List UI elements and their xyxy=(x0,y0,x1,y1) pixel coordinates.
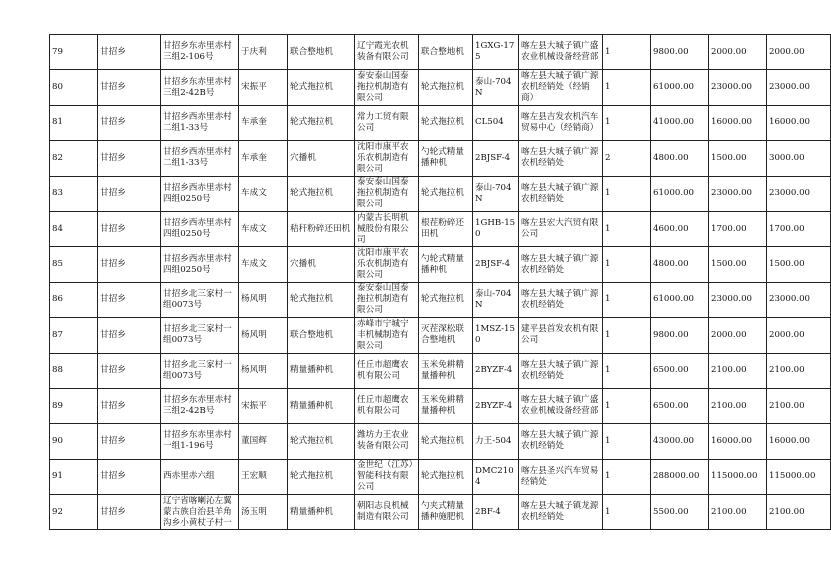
cell-machine-category: 精量播种机 xyxy=(288,388,355,423)
table-row xyxy=(50,495,831,530)
cell-row-number: 81 xyxy=(50,105,98,140)
cell-address: 甘招乡西赤里赤村四组0250号 xyxy=(161,247,239,282)
cell-address: 甘招乡东赤里赤村一组1-196号 xyxy=(161,424,239,459)
cell-township: 甘招乡 xyxy=(98,318,161,353)
cell-total-subsidy: 23000.00 xyxy=(767,176,831,211)
cell-row-number: 88 xyxy=(50,353,98,388)
cell-township: 甘招乡 xyxy=(98,424,161,459)
table-row xyxy=(50,211,831,246)
cell-unit-subsidy: 2100.00 xyxy=(709,495,767,530)
cell-manufacturer: 任丘市超鹰农机有限公司 xyxy=(355,388,419,423)
cell-buyer-name: 王宏顺 xyxy=(239,459,288,494)
cell-machine-category: 轮式拖拉机 xyxy=(288,459,355,494)
cell-machine-category: 轮式拖拉机 xyxy=(288,424,355,459)
cell-total-subsidy: 3000.00 xyxy=(767,141,831,176)
cell-row-number: 92 xyxy=(50,495,98,530)
cell-buyer-name: 宋振平 xyxy=(239,388,288,423)
cell-quantity: 1 xyxy=(603,211,651,246)
cell-quantity: 1 xyxy=(603,176,651,211)
cell-row-number: 87 xyxy=(50,318,98,353)
cell-manufacturer: 潍坊力王农业装备有限公司 xyxy=(355,424,419,459)
cell-quantity: 1 xyxy=(603,388,651,423)
cell-township: 甘招乡 xyxy=(98,282,161,317)
cell-unit-subsidy: 23000.00 xyxy=(709,70,767,105)
cell-manufacturer: 辽宁霞光农机装备有限公司 xyxy=(355,35,419,70)
cell-dealer: 喀左县大城子镇广盛农业机械设备经营部 xyxy=(519,388,603,423)
cell-manufacturer: 常力工贸有限公司 xyxy=(355,105,419,140)
cell-total-subsidy: 2000.00 xyxy=(767,318,831,353)
table-row xyxy=(50,35,831,70)
cell-sale-price: 9800.00 xyxy=(651,35,709,70)
cell-township: 甘招乡 xyxy=(98,70,161,105)
cell-buyer-name: 车承奎 xyxy=(239,105,288,140)
cell-address: 甘招乡西赤里赤村四组0250号 xyxy=(161,176,239,211)
cell-sale-price: 43000.00 xyxy=(651,424,709,459)
cell-dealer: 喀左县大城子镇广源农机经销处 xyxy=(519,353,603,388)
cell-township: 甘招乡 xyxy=(98,211,161,246)
cell-address: 甘招乡东赤里赤村三组2-42B号 xyxy=(161,70,239,105)
cell-manufacturer: 金世纪（江苏）智能科技有限公司 xyxy=(355,459,419,494)
cell-machine-name: 勺轮式精量播种机 xyxy=(419,141,473,176)
cell-machine-name: 勺夹式精量播种施肥机 xyxy=(419,495,473,530)
cell-model: 泰山-704N xyxy=(473,176,519,211)
table-row xyxy=(50,318,831,353)
cell-unit-subsidy: 23000.00 xyxy=(709,176,767,211)
cell-quantity: 1 xyxy=(603,70,651,105)
cell-unit-subsidy: 1700.00 xyxy=(709,211,767,246)
cell-sale-price: 4600.00 xyxy=(651,211,709,246)
cell-buyer-name: 杨风明 xyxy=(239,353,288,388)
cell-dealer: 喀左县大城子镇广源农机经销处 xyxy=(519,282,603,317)
cell-row-number: 86 xyxy=(50,282,98,317)
cell-sale-price: 61000.00 xyxy=(651,176,709,211)
cell-manufacturer: 内蒙古长明机械股份有限公司 xyxy=(355,211,419,246)
cell-sale-price: 61000.00 xyxy=(651,282,709,317)
cell-total-subsidy: 16000.00 xyxy=(767,105,831,140)
cell-unit-subsidy: 23000.00 xyxy=(709,282,767,317)
cell-machine-name: 玉米免耕精量播种机 xyxy=(419,388,473,423)
cell-township: 甘招乡 xyxy=(98,459,161,494)
cell-model: 力王-504 xyxy=(473,424,519,459)
cell-buyer-name: 车成文 xyxy=(239,211,288,246)
cell-address: 甘招乡西赤里赤村四组0250号 xyxy=(161,211,239,246)
cell-total-subsidy: 2000.00 xyxy=(767,35,831,70)
cell-address: 甘招乡东赤里赤村三组2-106号 xyxy=(161,35,239,70)
cell-sale-price: 4800.00 xyxy=(651,247,709,282)
cell-unit-subsidy: 2100.00 xyxy=(709,353,767,388)
cell-machine-category: 轮式拖拉机 xyxy=(288,282,355,317)
cell-buyer-name: 车承奎 xyxy=(239,141,288,176)
cell-quantity: 2 xyxy=(603,141,651,176)
cell-machine-name: 灭茬深松联合整地机 xyxy=(419,318,473,353)
cell-model: 2BJSF-4 xyxy=(473,247,519,282)
cell-township: 甘招乡 xyxy=(98,141,161,176)
cell-dealer: 建平县首发农机有限公司 xyxy=(519,318,603,353)
cell-dealer: 喀左县宏大汽贸有限公司 xyxy=(519,211,603,246)
cell-machine-category: 穴播机 xyxy=(288,141,355,176)
cell-dealer: 喀左县吉发农机汽车贸易中心（经销商） xyxy=(519,105,603,140)
cell-machine-name: 轮式拖拉机 xyxy=(419,70,473,105)
cell-buyer-name: 宋振平 xyxy=(239,70,288,105)
cell-unit-subsidy: 2100.00 xyxy=(709,388,767,423)
cell-row-number: 91 xyxy=(50,459,98,494)
cell-total-subsidy: 23000.00 xyxy=(767,70,831,105)
cell-machine-name: 联合整地机 xyxy=(419,35,473,70)
cell-address: 西赤里赤六组 xyxy=(161,459,239,494)
cell-machine-category: 穴播机 xyxy=(288,247,355,282)
cell-total-subsidy: 2100.00 xyxy=(767,353,831,388)
cell-sale-price: 6500.00 xyxy=(651,388,709,423)
cell-quantity: 1 xyxy=(603,353,651,388)
cell-address: 甘招乡北三家村一组0073号 xyxy=(161,318,239,353)
cell-model: 2BYZF-4 xyxy=(473,388,519,423)
cell-model: 泰山-704N xyxy=(473,70,519,105)
cell-township: 甘招乡 xyxy=(98,247,161,282)
table-row xyxy=(50,388,831,423)
cell-address: 甘招乡东赤里赤村三组2-42B号 xyxy=(161,388,239,423)
table-row xyxy=(50,247,831,282)
cell-unit-subsidy: 1500.00 xyxy=(709,141,767,176)
cell-machine-category: 精量播种机 xyxy=(288,353,355,388)
cell-buyer-name: 汤玉明 xyxy=(239,495,288,530)
cell-township: 甘招乡 xyxy=(98,176,161,211)
cell-manufacturer: 泰安泰山国泰拖拉机制造有限公司 xyxy=(355,282,419,317)
cell-dealer: 喀左县圣兴汽车贸易经销处 xyxy=(519,459,603,494)
cell-quantity: 1 xyxy=(603,247,651,282)
cell-machine-name: 轮式拖拉机 xyxy=(419,459,473,494)
cell-manufacturer: 泰安泰山国泰拖拉机制造有限公司 xyxy=(355,70,419,105)
cell-address: 甘招乡北三家村一组0073号 xyxy=(161,282,239,317)
table-row xyxy=(50,459,831,494)
cell-township: 甘招乡 xyxy=(98,388,161,423)
cell-manufacturer: 沈阳市康平农乐农机制造有限公司 xyxy=(355,141,419,176)
cell-machine-category: 轮式拖拉机 xyxy=(288,105,355,140)
cell-township: 甘招乡 xyxy=(98,495,161,530)
cell-sale-price: 9800.00 xyxy=(651,318,709,353)
cell-address: 甘招乡西赤里赤村二组1-33号 xyxy=(161,141,239,176)
table-body xyxy=(50,35,831,530)
cell-machine-name: 玉米免耕精量播种机 xyxy=(419,353,473,388)
cell-machine-name: 轮式拖拉机 xyxy=(419,282,473,317)
cell-sale-price: 288000.00 xyxy=(651,459,709,494)
cell-township: 甘招乡 xyxy=(98,353,161,388)
cell-machine-category: 秸秆粉碎还田机 xyxy=(288,211,355,246)
cell-total-subsidy: 2100.00 xyxy=(767,388,831,423)
cell-sale-price: 4800.00 xyxy=(651,141,709,176)
cell-model: CL504 xyxy=(473,105,519,140)
cell-row-number: 89 xyxy=(50,388,98,423)
cell-machine-category: 联合整地机 xyxy=(288,35,355,70)
cell-model: DMC2104 xyxy=(473,459,519,494)
cell-unit-subsidy: 2000.00 xyxy=(709,35,767,70)
cell-manufacturer: 任丘市超鹰农机有限公司 xyxy=(355,353,419,388)
cell-dealer: 喀左县大城子镇广源农机经销处（经销商） xyxy=(519,70,603,105)
cell-machine-category: 联合整地机 xyxy=(288,318,355,353)
table-row xyxy=(50,282,831,317)
cell-buyer-name: 车成文 xyxy=(239,176,288,211)
cell-dealer: 喀左县大城子镇龙源农机经销处 xyxy=(519,495,603,530)
cell-model: 2BF-4 xyxy=(473,495,519,530)
cell-address: 辽宁省喀喇沁左翼蒙古族自治县羊角沟乡小黄杖子村一 xyxy=(161,495,239,530)
table-row xyxy=(50,176,831,211)
table-row xyxy=(50,105,831,140)
cell-machine-name: 轮式拖拉机 xyxy=(419,424,473,459)
cell-buyer-name: 杨风明 xyxy=(239,318,288,353)
cell-quantity: 1 xyxy=(603,282,651,317)
cell-sale-price: 5500.00 xyxy=(651,495,709,530)
cell-unit-subsidy: 16000.00 xyxy=(709,424,767,459)
cell-unit-subsidy: 1500.00 xyxy=(709,247,767,282)
cell-dealer: 喀左县大城子镇广源农机经销处 xyxy=(519,176,603,211)
cell-model: 2BYZF-4 xyxy=(473,353,519,388)
cell-address: 甘招乡北三家村一组0073号 xyxy=(161,353,239,388)
cell-manufacturer: 沈阳市康平农乐农机制造有限公司 xyxy=(355,247,419,282)
cell-township: 甘招乡 xyxy=(98,35,161,70)
cell-dealer: 喀左县大城子镇广盛农业机械设备经营部 xyxy=(519,35,603,70)
cell-row-number: 85 xyxy=(50,247,98,282)
cell-manufacturer: 朝阳志良机械制造有限公司 xyxy=(355,495,419,530)
table-row xyxy=(50,70,831,105)
cell-quantity: 1 xyxy=(603,495,651,530)
cell-row-number: 84 xyxy=(50,211,98,246)
cell-total-subsidy: 1700.00 xyxy=(767,211,831,246)
subsidy-table xyxy=(49,34,831,530)
cell-dealer: 喀左县大城子镇广源农机经销处 xyxy=(519,247,603,282)
cell-row-number: 90 xyxy=(50,424,98,459)
cell-row-number: 82 xyxy=(50,141,98,176)
cell-quantity: 1 xyxy=(603,459,651,494)
cell-model: 1MSZ-150 xyxy=(473,318,519,353)
cell-row-number: 83 xyxy=(50,176,98,211)
cell-machine-name: 轮式拖拉机 xyxy=(419,105,473,140)
cell-machine-category: 轮式拖拉机 xyxy=(288,176,355,211)
cell-model: 1GHB-150 xyxy=(473,211,519,246)
cell-unit-subsidy: 16000.00 xyxy=(709,105,767,140)
cell-buyer-name: 杨风明 xyxy=(239,282,288,317)
cell-model: 2BJSF-4 xyxy=(473,141,519,176)
cell-unit-subsidy: 115000.00 xyxy=(709,459,767,494)
cell-row-number: 80 xyxy=(50,70,98,105)
cell-quantity: 1 xyxy=(603,318,651,353)
cell-quantity: 1 xyxy=(603,424,651,459)
cell-machine-name: 勺轮式精量播种机 xyxy=(419,247,473,282)
cell-township: 甘招乡 xyxy=(98,105,161,140)
table-row xyxy=(50,141,831,176)
cell-quantity: 1 xyxy=(603,35,651,70)
cell-total-subsidy: 115000.00 xyxy=(767,459,831,494)
cell-dealer: 喀左县大城子镇广源农机经销处 xyxy=(519,141,603,176)
cell-machine-name: 轮式拖拉机 xyxy=(419,176,473,211)
table-row xyxy=(50,353,831,388)
cell-model: 1GXG-175 xyxy=(473,35,519,70)
cell-buyer-name: 车成文 xyxy=(239,247,288,282)
cell-buyer-name: 于庆利 xyxy=(239,35,288,70)
cell-sale-price: 41000.00 xyxy=(651,105,709,140)
cell-total-subsidy: 2100.00 xyxy=(767,495,831,530)
cell-machine-category: 轮式拖拉机 xyxy=(288,70,355,105)
cell-sale-price: 6500.00 xyxy=(651,353,709,388)
cell-total-subsidy: 23000.00 xyxy=(767,282,831,317)
cell-quantity: 1 xyxy=(603,105,651,140)
cell-dealer: 喀左县大城子镇广源农机经销处 xyxy=(519,424,603,459)
cell-address: 甘招乡西赤里赤村二组1-33号 xyxy=(161,105,239,140)
cell-total-subsidy: 1500.00 xyxy=(767,247,831,282)
cell-machine-name: 根茬粉碎还田机 xyxy=(419,211,473,246)
cell-manufacturer: 泰安泰山国泰拖拉机制造有限公司 xyxy=(355,176,419,211)
cell-machine-category: 精量播种机 xyxy=(288,495,355,530)
cell-manufacturer: 赤峰市宁城宁丰机械制造有限公司 xyxy=(355,318,419,353)
cell-model: 泰山-704N xyxy=(473,282,519,317)
cell-unit-subsidy: 2000.00 xyxy=(709,318,767,353)
cell-row-number: 79 xyxy=(50,35,98,70)
cell-sale-price: 61000.00 xyxy=(651,70,709,105)
cell-buyer-name: 董国辉 xyxy=(239,424,288,459)
cell-total-subsidy: 16000.00 xyxy=(767,424,831,459)
table-row xyxy=(50,424,831,459)
